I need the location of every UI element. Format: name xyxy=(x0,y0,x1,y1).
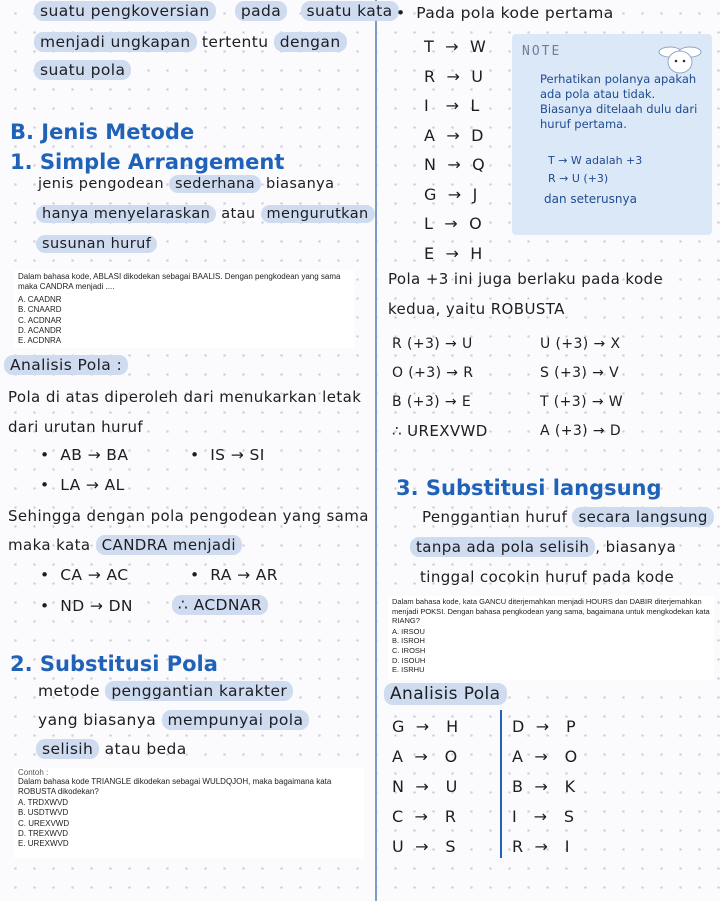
highlight-text: mempunyai pola xyxy=(162,710,310,730)
highlight-text: suatu pola xyxy=(34,60,131,80)
plain-text: jenis pengodean xyxy=(38,176,164,192)
map-row: I → L xyxy=(424,96,480,115)
question-2-stem: Dalam bahasa kode TRIANGLE dikodekan sebagai WULDQJOH, maka bagaimana kata ROBUSTA dikodekan? xyxy=(18,777,332,797)
highlight-text: dengan xyxy=(274,32,347,52)
subst-pola-line-2 xyxy=(38,711,309,729)
question-1-stem: Dalam bahasa kode, ABLASI dikodekan sebagai BAALIS. Dengan pengkodean yang sama maka CANDRA menjadi .... xyxy=(18,272,341,292)
map-row: R → I xyxy=(512,837,570,856)
note-title: NOTE xyxy=(522,44,562,59)
question-2-label: Contoh : xyxy=(18,768,49,777)
question-2-box xyxy=(14,768,364,858)
pola-first-line: • Pada pola kode pertama xyxy=(396,4,614,22)
subst-pola-line-1 xyxy=(38,682,293,700)
map-row: N → Q xyxy=(424,155,486,174)
plain-text: metode xyxy=(38,682,100,700)
highlight-text: selisih xyxy=(36,739,99,759)
question-3-box xyxy=(388,596,714,680)
note-footer: dan seterusnya xyxy=(544,192,637,206)
simple-desc-line-1 xyxy=(38,176,334,192)
section-b-heading: B. Jenis Metode xyxy=(10,120,195,144)
highlight-text: Analisis Pola : xyxy=(4,355,128,375)
swap-pair-text: CA → AC xyxy=(60,566,129,584)
substitusi-pola-heading: 2. Substitusi Pola xyxy=(10,652,218,676)
question-1-option: A. CAADNR xyxy=(18,294,62,304)
question-1-option: E. ACDNRA xyxy=(18,336,62,346)
plain-text: biasanya xyxy=(266,176,335,192)
map-row: A → O xyxy=(392,747,458,766)
map-row: T (+3) → W xyxy=(540,394,624,410)
swap-pair: • IS → SI xyxy=(190,446,265,464)
map-row: B (+3) → E xyxy=(392,394,472,410)
question-2-option: B. USDTWVD xyxy=(18,808,69,818)
map-row: S (+3) → V xyxy=(540,365,620,381)
intro-line-2 xyxy=(34,33,347,51)
map-row: L → O xyxy=(424,214,483,233)
highlight-text: susunan huruf xyxy=(36,235,157,253)
plain-text: tertentu xyxy=(201,33,269,51)
map-row: I → S xyxy=(512,807,575,826)
analisis-2-separator xyxy=(500,710,502,858)
analisis-1-line-3: Sehingga dengan pola pengodean yang sama xyxy=(8,507,369,525)
map-row: E → H xyxy=(424,243,483,263)
plain-text: atau beda xyxy=(104,740,187,758)
question-3-option: A. IRSOU xyxy=(392,626,425,636)
question-3-option: B. ISROH xyxy=(392,636,425,646)
question-3-option: E. ISRHU xyxy=(392,665,425,675)
question-3-option: D. ISOUH xyxy=(392,655,426,665)
plain-text: Pada pola kode pertama xyxy=(416,4,614,22)
map-row: R (+3) → U xyxy=(392,336,473,352)
highlight-text: hanya menyelaraskan xyxy=(36,205,216,223)
question-1-option: B. CNAARD xyxy=(18,305,62,315)
map-row: A (+3) → D xyxy=(540,423,621,439)
map-row: U → S xyxy=(392,837,456,856)
swap-pair: • LA → AL xyxy=(40,476,125,494)
first-code-map xyxy=(424,32,486,268)
map-row: U (+3) → X xyxy=(540,336,621,352)
simple-desc-line-2 xyxy=(36,206,375,222)
map-row: G → J xyxy=(424,184,478,204)
question-2-option: D. TREXWVD xyxy=(18,829,69,839)
map-row: D → P xyxy=(512,717,577,736)
intro-line-1 xyxy=(34,2,399,20)
analisis-1-title xyxy=(4,356,128,374)
substitusi-langsung-heading: 3. Substitusi langsung xyxy=(396,476,662,500)
highlight-text: ∴ ACDNAR xyxy=(172,595,268,615)
question-1-box xyxy=(14,270,354,348)
question-2-option: A. TRDXWVD xyxy=(18,797,69,807)
swap-pair-text: RA → AR xyxy=(210,566,278,584)
question-1-option: C. ACDNAR xyxy=(18,315,62,325)
map-row: B → K xyxy=(512,777,576,796)
note-body: Perhatikan polanya apakah ada pola atau tidak. Biasanya ditelaah dulu dari huruf pertama. xyxy=(540,72,698,131)
swap-pair: • AB → BA xyxy=(40,446,129,464)
highlight-text: sederhana xyxy=(169,175,261,193)
robusta-left-map xyxy=(392,330,488,446)
analisis-2-left-map xyxy=(392,712,459,862)
pola-line-1: Pola +3 ini juga berlaku pada kode xyxy=(388,270,664,288)
analisis-1-line-2: dari urutan huruf xyxy=(8,418,144,436)
highlight-text: suatu kata xyxy=(301,1,399,21)
swap-pair: • ND → DN xyxy=(40,597,133,615)
simple-arrangement-heading: 1. Simple Arrangement xyxy=(10,150,285,174)
plain-text: , biasanya xyxy=(595,538,677,556)
highlight-text: secara langsung xyxy=(572,507,713,527)
robusta-answer: ∴ UREXVWD xyxy=(392,422,488,440)
intro-line-3 xyxy=(34,61,131,79)
swap-pair-text: ND → DN xyxy=(60,597,133,615)
swap-pair: • CA → AC xyxy=(40,566,129,584)
question-1-option: D. ACANDR xyxy=(18,326,62,336)
analisis-2-right-map xyxy=(512,712,578,862)
swap-pair-text: IS → SI xyxy=(210,446,265,464)
question-3-option: C. IROSH xyxy=(392,645,426,655)
map-row: R → U xyxy=(424,66,484,86)
subst-pola-line-3 xyxy=(36,740,187,758)
map-row: C → R xyxy=(392,807,457,826)
analisis-2-title xyxy=(384,684,507,704)
page-divider xyxy=(375,0,377,901)
map-row: O (+3) → R xyxy=(392,365,474,381)
swap-pair: • RA → AR xyxy=(190,566,278,584)
highlight-text: Analisis Pola xyxy=(384,683,507,705)
map-row: N → U xyxy=(392,777,458,796)
plain-text: atau xyxy=(221,206,256,222)
highlight-text: penggantian karakter xyxy=(105,681,293,701)
map-row: G → H xyxy=(392,717,459,736)
highlight-text: mengurutkan xyxy=(261,205,375,223)
plain-text: maka kata xyxy=(8,536,91,554)
analisis-1-line-1: Pola di atas diperoleh dari menukarkan letak xyxy=(8,388,362,406)
swap-pair-text: AB → BA xyxy=(60,446,129,464)
question-2-option: E. UREXWVD xyxy=(18,839,69,849)
plain-text: yang biasanya xyxy=(38,711,157,729)
highlight-text: CANDRA menjadi xyxy=(96,535,242,555)
map-row: A → O xyxy=(512,747,578,766)
highlight-text: suatu pengkoversian xyxy=(34,1,216,21)
highlight-text: menjadi ungkapan xyxy=(34,32,197,52)
robusta-right-map xyxy=(540,330,623,446)
bunny-icon xyxy=(658,40,702,76)
note-rule-2: R → U (+3) xyxy=(548,172,609,185)
map-row: T → W xyxy=(424,37,487,56)
question-2-option: C. UREXVWD xyxy=(18,818,70,828)
simple-desc-line-3 xyxy=(36,236,157,252)
map-row: A → D xyxy=(424,125,484,145)
subst-langsung-line-1 xyxy=(422,508,714,526)
analisis-1-line-4 xyxy=(8,536,242,554)
subst-langsung-line-2 xyxy=(410,538,676,556)
analisis-1-answer xyxy=(172,596,268,614)
question-3-stem: Dalam bahasa kode, kata GANCU diterjemahkan menjadi HOURS dan DABIR diterjemahkan menjadi POKSI. Dengan bahasa pengkodean yang sama, bagaimana untuk mengkodekan kata RIANG? xyxy=(392,597,710,626)
plain-text: Penggantian huruf xyxy=(422,508,568,526)
pola-line-2: kedua, yaitu ROBUSTA xyxy=(388,300,565,318)
swap-pair-text: LA → AL xyxy=(60,476,125,494)
highlight-text: pada xyxy=(235,1,287,21)
subst-langsung-line-3: tinggal cocokin huruf pada kode xyxy=(420,568,675,586)
note-rule-1: T → W adalah +3 xyxy=(548,154,643,167)
highlight-text: tanpa ada pola selisih xyxy=(410,537,595,557)
note-card xyxy=(512,34,712,235)
